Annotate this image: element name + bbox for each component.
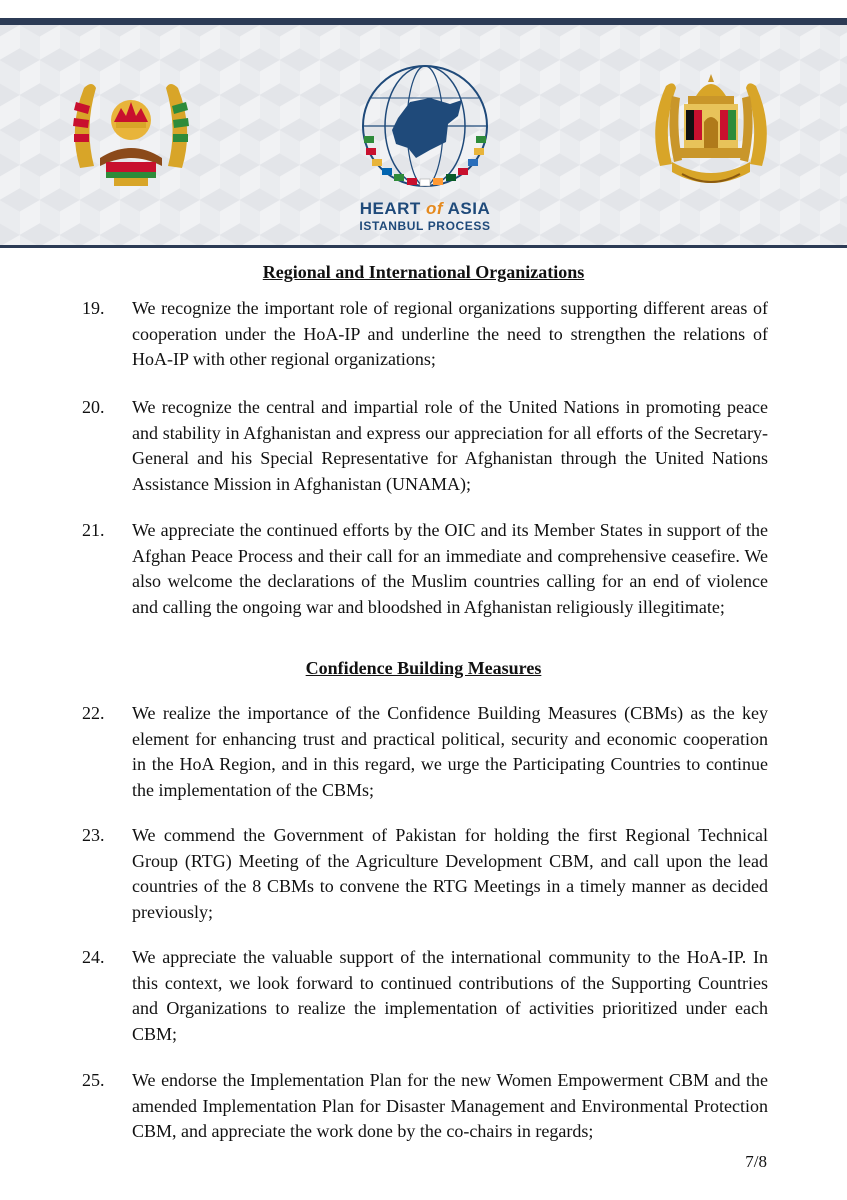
section-heading-regional-organizations: Regional and International Organizations — [262, 262, 585, 282]
heart-of-asia-title — [300, 199, 550, 219]
paragraph-text: We recognize the important role of regional organizations supporting different areas of cooperation under the HoA-IP and underline the need to strengthen the relations of HoA-IP with other regional organizations; — [132, 298, 768, 369]
heart-of-asia-logo-icon — [350, 58, 500, 198]
paragraph-number: 25. — [82, 1070, 105, 1090]
header-top-rule — [0, 18, 847, 25]
paragraph-number: 19. — [82, 298, 105, 318]
tajikistan-emblem-icon — [62, 58, 200, 196]
section-heading-confidence-building-measures: Confidence Building Measures — [305, 658, 542, 678]
paragraph-number: 20. — [82, 397, 105, 417]
page-number: 7/8 — [745, 1152, 767, 1171]
paragraph-number: 21. — [82, 520, 105, 540]
paragraph-text: We appreciate the valuable support of the international community to the HoA-IP. In this context, we look forward to continued contributions of the Supporting Countries and Organizations to realize the implementation of activities prioritized under each CBM; — [132, 947, 768, 1044]
paragraph-text: We recognize the central and impartial role of the United Nations in promoting peace and stability in Afghanistan and express our appreciation for all efforts of the Secretary-General and his Special Representative for Afghanistan through the United Nations Assistance Mission in Afghanistan (UNAMA); — [132, 397, 768, 494]
afghanistan-emblem-icon — [646, 66, 776, 198]
paragraph-number: 22. — [82, 703, 105, 723]
logo-title-part1: HEART — [359, 199, 426, 218]
paragraph-number: 24. — [82, 947, 105, 967]
paragraph-text: We commend the Government of Pakistan for holding the first Regional Technical Group (RTG) Meeting of the Agriculture Development CBM, and call upon the lead countries of the 8 CBMs to convene the RTG Meetings in a timely manner as decided previously; — [132, 825, 768, 922]
paragraph-text: We realize the importance of the Confidence Building Measures (CBMs) as the key element for enhancing trust and practical political, security and economic cooperation in the HoA Region, and in this regard, we urge the Participating Countries to continue the implementation of the CBMs; — [132, 703, 768, 800]
paragraph-number: 23. — [82, 825, 105, 845]
header-bottom-rule — [0, 245, 847, 248]
logo-title-of: of — [426, 199, 444, 218]
paragraph-text: We endorse the Implementation Plan for the new Women Empowerment CBM and the amended Implementation Plan for Disaster Management and Environmental Protection CBM, and appreciate the work done by the co-chairs in regards; — [132, 1070, 768, 1141]
istanbul-process-subtitle: ISTANBUL PROCESS — [359, 219, 491, 233]
paragraph-text: We appreciate the continued efforts by the OIC and its Member States in support of the Afghan Peace Process and their call for an immediate and comprehensive ceasefire. We also welcome the declarations of the Muslim countries calling for an end of violence and calling the ongoing war and bloodshed in Afghanistan religiously illegitimate; — [132, 520, 768, 617]
logo-title-part2: ASIA — [443, 199, 491, 218]
